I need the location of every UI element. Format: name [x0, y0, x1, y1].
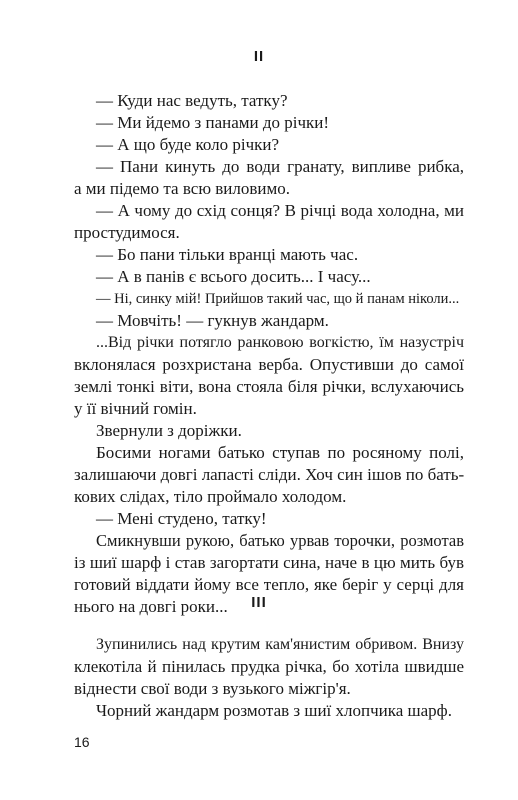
text-line: — А що буде коло річки? [96, 135, 280, 154]
text-line: — Мені студено, татку! [96, 509, 267, 528]
text-line: Чорний жандарм розмотав з шиї хлопчика шарф. [96, 701, 452, 720]
text-line: Звернули з доріжки. [96, 421, 242, 440]
text-line: вклонялася розхристана верба. Опустивши до самої [74, 355, 464, 374]
text-line: Зупинились над крутим кам'янистим обривом. Внизу [96, 636, 464, 653]
text-line: готовий віддати йому все тепло, яке беріг у серці для [74, 575, 464, 594]
section-heading-two: II [253, 48, 265, 65]
text-line: — А в панів є всього досить... І часу... [96, 267, 371, 286]
text-line: Босими ногами батько ступав по росяному полі, [96, 443, 464, 462]
text-line: — Бо пани тільки вранці мають час. [96, 245, 359, 264]
text-line: а ми підемо та всю виловимо. [74, 179, 291, 198]
text-line: нього на довгі роки... [74, 597, 228, 616]
section-heading-three: III [251, 594, 267, 611]
text-line: — Куди нас ведуть, татку? [96, 91, 288, 110]
section-two-text [74, 90, 464, 618]
text-line: Смикнувши рукою, батько урвав торочки, розмотав [96, 531, 464, 550]
text-line: залишаючи довгі лапасті сліди. Хоч син ішов по бать- [74, 465, 465, 484]
text-line: кових слідах, тіло проймало холодом. [74, 487, 347, 506]
text-line: землі тонкі віти, вона стояла біля річки, вслухаючись [74, 377, 464, 396]
text-line: — А чому до схід сонця? В річці вода холодна, ми [96, 201, 464, 220]
text-line: віднести свої води з вузького міжгір'я. [74, 679, 351, 698]
text-line: — Пани кинуть до води гранату, випливе рибка, [96, 157, 464, 176]
page-number: 16 [74, 734, 90, 750]
text-line: — Ми йдемо з панами до річки! [96, 113, 330, 132]
text-line: — Ні, синку мій! Прийшов такий час, що й панам ніколи... [96, 291, 460, 307]
section-three-text [74, 634, 464, 722]
text-line: у її вічний гомін. [74, 399, 197, 418]
text-line: клекотіла й пінилась прудка річка, бо хотіла швидше [74, 657, 464, 676]
text-line: простудимося. [74, 223, 180, 242]
text-line: ...Від річки потягло ранковою вогкістю, їм назустріч [96, 334, 464, 351]
text-line: із шиї шарф і став загортати сина, наче в цю мить був [74, 553, 464, 572]
text-line: — Мовчіть! — гукнув жандарм. [96, 311, 329, 330]
